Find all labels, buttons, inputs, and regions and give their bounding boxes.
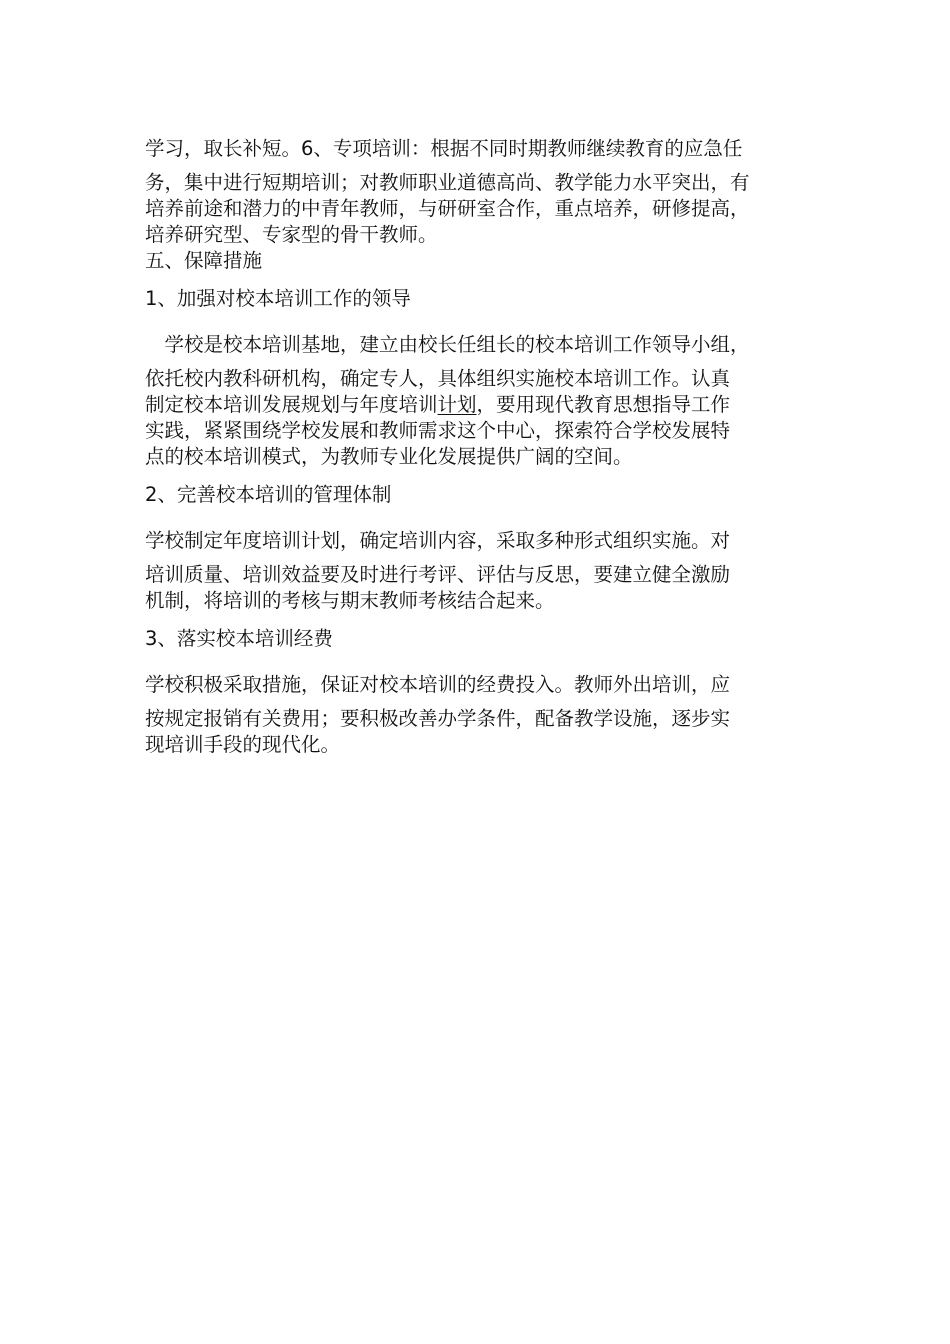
text-line: 实践，紧紧围绕学校发展和教师需求这个中心，探索符合学校发展特: [145, 419, 731, 442]
subsection-heading: 1、加强对校本培训工作的领导: [145, 287, 411, 310]
plan-link[interactable]: 计划: [437, 393, 477, 416]
document-body: [145, 136, 825, 758]
subsection-heading: 3、落实校本培训经费: [145, 627, 333, 650]
text-line: 培养研究型、专家型的骨干教师。: [145, 223, 438, 246]
paragraph-leadership: [145, 332, 825, 470]
paragraph-training-continued: [145, 136, 825, 248]
text-line: 机制，将培训的考核与期末教师考核结合起来。: [145, 589, 555, 612]
text-fragment: 制定校本培训发展规划与年度培训: [145, 393, 438, 416]
text-line: 培训质量、培训效益要及时进行考评、评估与反思，要建立健全激励: [145, 563, 731, 586]
text-line: 学习，取长补短。6、专项培训：根据不同时期教师继续教育的应急任: [145, 137, 743, 160]
paragraph-management: [145, 528, 825, 614]
text-line: 点的校本培训模式，为教师专业化发展提供广阔的空间。: [145, 445, 633, 468]
text-line: 按规定报销有关费用；要积极改善办学条件，配备教学设施，逐步实: [145, 707, 731, 730]
section-heading: 五、保障措施: [145, 249, 263, 272]
subsection-heading: 2、完善校本培训的管理体制: [145, 483, 392, 506]
text-line: 现培训手段的现代化。: [145, 733, 341, 756]
text-line: 学校是校本培训基地，建立由校长任组长的校本培训工作领导小组，: [145, 333, 750, 356]
text-fragment: ，要用现代教育思想指导工作: [476, 393, 731, 416]
text-line: 学校积极采取措施，保证对校本培训的经费投入。教师外出培训，应: [145, 673, 731, 696]
text-line: 培养前途和潜力的中青年教师，与研研室合作，重点培养，研修提高，: [145, 197, 750, 220]
paragraph-funding: [145, 672, 825, 758]
text-line: 务，集中进行短期培训；对教师职业道德高尚、教学能力水平突出，有: [145, 171, 750, 194]
text-line: 学校制定年度培训计划，确定培训内容，采取多种形式组织实施。对: [145, 529, 731, 552]
text-line: 依托校内教科研机构，确定专人，具体组织实施校本培训工作。认真: [145, 367, 731, 390]
text-line: [145, 392, 825, 418]
